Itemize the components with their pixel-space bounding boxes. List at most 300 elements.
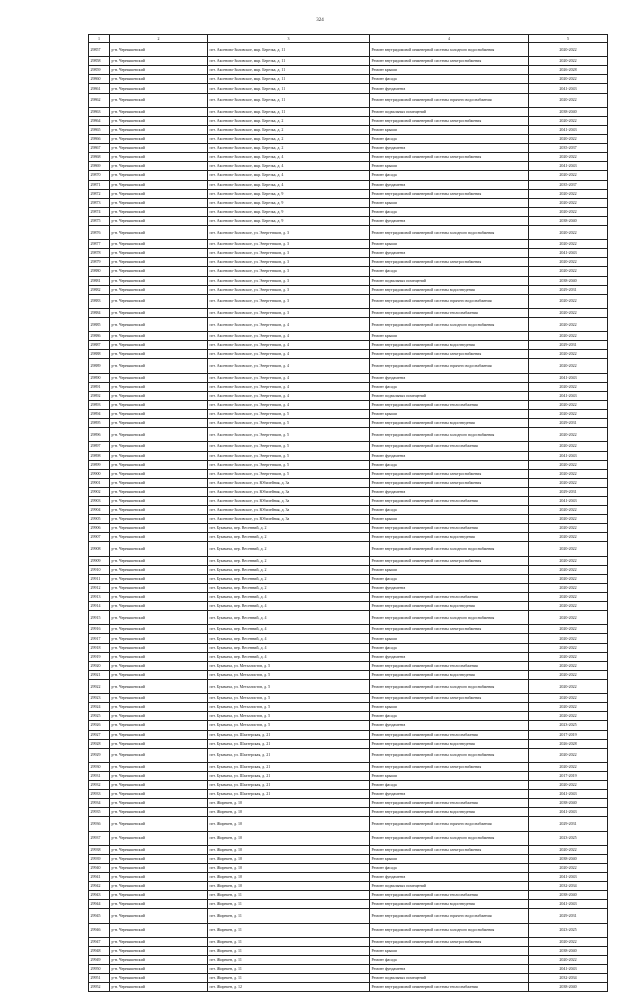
- row-number-cell: 29868: [89, 153, 110, 162]
- period-cell: 2020-2022: [529, 602, 608, 611]
- work-type-cell: Ремонт внутридомовой инженерной системы электроснабжения: [370, 937, 529, 946]
- table-row: [89, 721, 608, 730]
- work-type-cell: Ремонт крыши: [370, 515, 529, 524]
- table-row: [89, 496, 608, 505]
- work-type-cell: Ремонт внутридомовой инженерной системы теплоснабжения: [370, 442, 529, 451]
- work-type-cell: Ремонт крыши: [370, 240, 529, 249]
- row-number-cell: 29930: [89, 762, 110, 771]
- district-cell: р-н. Чернышевский: [110, 341, 208, 350]
- work-type-cell: Ремонт фасада: [370, 207, 529, 216]
- period-cell: 2020-2022: [529, 93, 608, 107]
- address-cell: пгт. Аксеново-Зиловское, ул. Энергетиков, д. 5: [208, 460, 370, 469]
- address-cell: пгт. Жирекен, д. 10: [208, 873, 370, 882]
- row-number-cell: 29907: [89, 533, 110, 542]
- table-row: [89, 341, 608, 350]
- row-number-cell: 29895: [89, 419, 110, 428]
- district-cell: р-н. Чернышевский: [110, 983, 208, 992]
- table-body: [89, 43, 608, 992]
- address-cell: пгт. Аксеново-Зиловское, ул. Юбилейная, д. 3а: [208, 478, 370, 487]
- district-cell: р-н. Чернышевский: [110, 891, 208, 900]
- row-number-cell: 29928: [89, 739, 110, 748]
- district-cell: р-н. Чернышевский: [110, 153, 208, 162]
- row-number-cell: 29859: [89, 66, 110, 75]
- work-type-cell: Ремонт крыши: [370, 854, 529, 863]
- period-cell: 2020-2022: [529, 469, 608, 478]
- address-cell: пгт. Жирекен, д. 12: [208, 983, 370, 992]
- period-cell: 2032-2034: [529, 882, 608, 891]
- work-type-cell: Ремонт фасада: [370, 864, 529, 873]
- work-type-cell: Ремонт фасада: [370, 712, 529, 721]
- district-cell: р-н. Чернышевский: [110, 240, 208, 249]
- work-type-cell: Ремонт внутридомовой инженерной системы теплоснабжения: [370, 661, 529, 670]
- table-row: [89, 171, 608, 180]
- period-cell: 2020-2022: [529, 225, 608, 239]
- address-cell: пгт. Аксеново-Зиловское, ул. Энергетиков, д. 3: [208, 225, 370, 239]
- row-number-cell: 29919: [89, 652, 110, 661]
- district-cell: р-н. Чернышевский: [110, 276, 208, 285]
- row-number-cell: 29867: [89, 144, 110, 153]
- period-cell: 2020-2022: [529, 574, 608, 583]
- period-cell: 2029-2031: [529, 817, 608, 831]
- work-type-cell: Ремонт внутридомовой инженерной системы холодного водоснабжения: [370, 748, 529, 762]
- address-cell: пгт. Букачача, пер. Весенний, д. 4: [208, 602, 370, 611]
- district-cell: р-н. Чернышевский: [110, 781, 208, 790]
- table-row: [89, 808, 608, 817]
- period-cell: 2041-2043: [529, 125, 608, 134]
- address-cell: пгт. Аксеново-Зиловское, мкр. Березка, д. 2: [208, 135, 370, 144]
- period-cell: 2038-2040: [529, 276, 608, 285]
- period-cell: 2020-2022: [529, 189, 608, 198]
- row-number-cell: 29874: [89, 207, 110, 216]
- district-cell: р-н. Чернышевский: [110, 625, 208, 634]
- work-type-cell: Ремонт фундамента: [370, 721, 529, 730]
- table-row: [89, 84, 608, 93]
- address-cell: пгт. Букачача, пер. Весенний, д. 4: [208, 625, 370, 634]
- work-type-cell: Ремонт внутридомовой инженерной системы водоотведения: [370, 419, 529, 428]
- period-cell: 2020-2022: [529, 661, 608, 670]
- period-cell: 2035-2037: [529, 144, 608, 153]
- work-type-cell: Ремонт внутридомовой инженерной системы водоотведения: [370, 533, 529, 542]
- address-cell: пгт. Букачача, ул. Металлистов, д. 5: [208, 670, 370, 679]
- period-cell: 2020-2022: [529, 748, 608, 762]
- table-row: [89, 308, 608, 317]
- address-cell: пгт. Жирекен, д. 10: [208, 799, 370, 808]
- district-cell: р-н. Чернышевский: [110, 634, 208, 643]
- address-cell: пгт. Букачача, пер. Весенний, д. 2: [208, 524, 370, 533]
- row-number-cell: 29898: [89, 451, 110, 460]
- table-row: [89, 359, 608, 373]
- period-cell: 2020-2022: [529, 583, 608, 592]
- row-number-cell: 29927: [89, 730, 110, 739]
- district-cell: р-н. Чернышевский: [110, 267, 208, 276]
- address-cell: пгт. Аксеново-Зиловское, ул. Энергетиков, д. 5: [208, 451, 370, 460]
- period-cell: 2029-2031: [529, 341, 608, 350]
- row-number-cell: 29900: [89, 469, 110, 478]
- row-number-cell: 29864: [89, 116, 110, 125]
- row-number-cell: 29862: [89, 93, 110, 107]
- work-type-cell: Ремонт фундамента: [370, 790, 529, 799]
- period-cell: 2020-2022: [529, 75, 608, 84]
- address-cell: пгт. Аксеново-Зиловское, мкр. Березка, д. 4: [208, 180, 370, 189]
- table-row: [89, 515, 608, 524]
- row-number-cell: 29860: [89, 75, 110, 84]
- period-cell: 2023-2025: [529, 721, 608, 730]
- district-cell: р-н. Чернышевский: [110, 703, 208, 712]
- row-number-cell: 29940: [89, 864, 110, 873]
- address-cell: пгт. Аксеново-Зиловское, ул. Энергетиков, д. 4: [208, 382, 370, 391]
- table-row: [89, 249, 608, 258]
- work-type-cell: Ремонт внутридомовой инженерной системы электроснабжения: [370, 258, 529, 267]
- period-cell: 2035-2037: [529, 180, 608, 189]
- address-cell: пгт. Букачача, пер. Весенний, д. 2: [208, 583, 370, 592]
- row-number-cell: 29947: [89, 937, 110, 946]
- district-cell: р-н. Чернышевский: [110, 611, 208, 625]
- period-cell: 2041-2043: [529, 873, 608, 882]
- row-number-cell: 29902: [89, 487, 110, 496]
- district-cell: р-н. Чернышевский: [110, 66, 208, 75]
- period-cell: 2020-2022: [529, 937, 608, 946]
- work-type-cell: Ремонт внутридомовой инженерной системы водоотведения: [370, 341, 529, 350]
- work-type-cell: Ремонт внутридомовой инженерной системы теплоснабжения: [370, 730, 529, 739]
- table-row: [89, 332, 608, 341]
- district-cell: р-н. Чернышевский: [110, 739, 208, 748]
- table-row: [89, 373, 608, 382]
- table-row: [89, 267, 608, 276]
- row-number-cell: 29913: [89, 593, 110, 602]
- table-row: [89, 478, 608, 487]
- table-row: [89, 909, 608, 923]
- column-header: 5: [529, 35, 608, 43]
- table-row: [89, 400, 608, 409]
- address-cell: пгт. Букачача, пер. Весенний, д. 4: [208, 652, 370, 661]
- district-cell: р-н. Чернышевский: [110, 909, 208, 923]
- address-cell: пгт. Букачача, ул. Металлистов, д. 5: [208, 712, 370, 721]
- district-cell: р-н. Чернышевский: [110, 451, 208, 460]
- period-cell: 2020-2022: [529, 267, 608, 276]
- row-number-cell: 29925: [89, 712, 110, 721]
- address-cell: пгт. Жирекен, д. 10: [208, 845, 370, 854]
- table-row: [89, 845, 608, 854]
- district-cell: р-н. Чернышевский: [110, 831, 208, 845]
- row-number-cell: 29857: [89, 43, 110, 57]
- district-cell: р-н. Чернышевский: [110, 873, 208, 882]
- period-cell: 2020-2022: [529, 478, 608, 487]
- page-number: 324: [316, 18, 324, 23]
- table-row: [89, 350, 608, 359]
- row-number-cell: 29863: [89, 107, 110, 116]
- district-cell: р-н. Чернышевский: [110, 974, 208, 983]
- address-cell: пгт. Букачача, ул. Шахтерская, д. 21: [208, 739, 370, 748]
- period-cell: 2041-2043: [529, 391, 608, 400]
- period-cell: 2020-2022: [529, 643, 608, 652]
- row-number-cell: 29886: [89, 332, 110, 341]
- district-cell: р-н. Чернышевский: [110, 923, 208, 937]
- district-cell: р-н. Чернышевский: [110, 900, 208, 909]
- table-row: [89, 611, 608, 625]
- row-number-cell: 29882: [89, 285, 110, 294]
- district-cell: р-н. Чернышевский: [110, 469, 208, 478]
- period-cell: 2020-2022: [529, 762, 608, 771]
- district-cell: р-н. Чернышевский: [110, 799, 208, 808]
- table-row: [89, 625, 608, 634]
- period-cell: 2020-2022: [529, 318, 608, 332]
- period-cell: 2020-2022: [529, 308, 608, 317]
- row-number-cell: 29904: [89, 506, 110, 515]
- work-type-cell: Ремонт внутридомовой инженерной системы водоотведения: [370, 285, 529, 294]
- work-type-cell: Ремонт внутридомовой инженерной системы электроснабжения: [370, 625, 529, 634]
- district-cell: р-н. Чернышевский: [110, 762, 208, 771]
- district-cell: р-н. Чернышевский: [110, 428, 208, 442]
- district-cell: р-н. Чернышевский: [110, 721, 208, 730]
- work-type-cell: Ремонт фундамента: [370, 216, 529, 225]
- district-cell: р-н. Чернышевский: [110, 460, 208, 469]
- period-cell: 2020-2022: [529, 332, 608, 341]
- district-cell: р-н. Чернышевский: [110, 854, 208, 863]
- row-number-cell: 29931: [89, 771, 110, 780]
- period-cell: 2020-2022: [529, 515, 608, 524]
- table-row: [89, 864, 608, 873]
- district-cell: р-н. Чернышевский: [110, 946, 208, 955]
- period-cell: 2020-2022: [529, 207, 608, 216]
- district-cell: р-н. Чернышевский: [110, 162, 208, 171]
- district-cell: р-н. Чернышевский: [110, 679, 208, 693]
- district-cell: р-н. Чернышевский: [110, 350, 208, 359]
- work-type-cell: Ремонт фасада: [370, 75, 529, 84]
- table-row: [89, 285, 608, 294]
- district-cell: р-н. Чернышевский: [110, 574, 208, 583]
- work-type-cell: Ремонт подвальных помещений: [370, 391, 529, 400]
- row-number-cell: 29897: [89, 442, 110, 451]
- district-cell: р-н. Чернышевский: [110, 400, 208, 409]
- district-cell: р-н. Чернышевский: [110, 652, 208, 661]
- row-number-cell: 29901: [89, 478, 110, 487]
- address-cell: пгт. Букачача, ул. Металлистов, д. 5: [208, 661, 370, 670]
- table-row: [89, 574, 608, 583]
- address-cell: пгт. Жирекен, д. 11: [208, 891, 370, 900]
- table-row: [89, 583, 608, 592]
- row-number-cell: 29912: [89, 583, 110, 592]
- row-number-cell: 29914: [89, 602, 110, 611]
- table-row: [89, 66, 608, 75]
- row-number-cell: 29941: [89, 873, 110, 882]
- address-cell: пгт. Аксеново-Зиловское, ул. Энергетиков, д. 4: [208, 373, 370, 382]
- work-type-cell: Ремонт внутридомовой инженерной системы холодного водоснабжения: [370, 611, 529, 625]
- period-cell: 2038-2040: [529, 891, 608, 900]
- address-cell: пгт. Аксеново-Зиловское, ул. Энергетиков, д. 3: [208, 294, 370, 308]
- district-cell: р-н. Чернышевский: [110, 207, 208, 216]
- table-row: [89, 107, 608, 116]
- table-row: [89, 873, 608, 882]
- period-cell: 2020-2022: [529, 400, 608, 409]
- address-cell: пгт. Аксеново-Зиловское, ул. Энергетиков, д. 4: [208, 318, 370, 332]
- work-type-cell: Ремонт крыши: [370, 703, 529, 712]
- row-number-cell: 29876: [89, 225, 110, 239]
- period-cell: 2020-2022: [529, 43, 608, 57]
- district-cell: р-н. Чернышевский: [110, 817, 208, 831]
- work-type-cell: Ремонт внутридомовой инженерной системы теплоснабжения: [370, 799, 529, 808]
- period-cell: 2026-2028: [529, 739, 608, 748]
- address-cell: пгт. Аксеново-Зиловское, мкр. Березка, д. 2: [208, 116, 370, 125]
- row-number-cell: 29943: [89, 891, 110, 900]
- row-number-cell: 29909: [89, 556, 110, 565]
- address-cell: пгт. Аксеново-Зиловское, мкр. Березка, д. 11: [208, 66, 370, 75]
- work-type-cell: Ремонт внутридомовой инженерной системы электроснабжения: [370, 350, 529, 359]
- work-type-cell: Ремонт фундамента: [370, 249, 529, 258]
- work-type-cell: Ремонт крыши: [370, 162, 529, 171]
- address-cell: пгт. Букачача, ул. Шахтерская, д. 21: [208, 781, 370, 790]
- table-row: [89, 216, 608, 225]
- row-number-cell: 29946: [89, 923, 110, 937]
- row-number-cell: 29879: [89, 258, 110, 267]
- period-cell: 2020-2022: [529, 135, 608, 144]
- row-number-cell: 29891: [89, 382, 110, 391]
- table-row: [89, 946, 608, 955]
- row-number-cell: 29949: [89, 956, 110, 965]
- table-row: [89, 153, 608, 162]
- row-number-cell: 29871: [89, 180, 110, 189]
- period-cell: 2020-2022: [529, 116, 608, 125]
- table-row: [89, 43, 608, 57]
- address-cell: пгт. Букачача, пер. Весенний, д. 2: [208, 542, 370, 556]
- row-number-cell: 29935: [89, 808, 110, 817]
- table-row: [89, 923, 608, 937]
- period-cell: 2020-2022: [529, 542, 608, 556]
- row-number-cell: 29926: [89, 721, 110, 730]
- district-cell: р-н. Чернышевский: [110, 391, 208, 400]
- period-cell: 2038-2040: [529, 946, 608, 955]
- work-type-cell: Ремонт внутридомовой инженерной системы водоотведения: [370, 900, 529, 909]
- row-number-cell: 29872: [89, 189, 110, 198]
- row-number-cell: 29920: [89, 661, 110, 670]
- address-cell: пгт. Аксеново-Зиловское, мкр. Березка, д. 4: [208, 162, 370, 171]
- table-row: [89, 643, 608, 652]
- district-cell: р-н. Чернышевский: [110, 956, 208, 965]
- address-cell: пгт. Аксеново-Зиловское, ул. Энергетиков, д. 5: [208, 442, 370, 451]
- district-cell: р-н. Чернышевский: [110, 419, 208, 428]
- work-type-cell: Ремонт внутридомовой инженерной системы теплоснабжения: [370, 308, 529, 317]
- work-type-cell: Ремонт фундамента: [370, 373, 529, 382]
- work-type-cell: Ремонт фундамента: [370, 652, 529, 661]
- district-cell: р-н. Чернышевский: [110, 180, 208, 189]
- district-cell: р-н. Чернышевский: [110, 487, 208, 496]
- period-cell: 2029-2031: [529, 419, 608, 428]
- table-row: [89, 506, 608, 515]
- district-cell: р-н. Чернышевский: [110, 125, 208, 134]
- work-type-cell: Ремонт внутридомовой инженерной системы холодного водоснабжения: [370, 679, 529, 693]
- row-number-cell: 29936: [89, 817, 110, 831]
- table-row: [89, 451, 608, 460]
- work-type-cell: Ремонт фасада: [370, 171, 529, 180]
- table-row: [89, 487, 608, 496]
- row-number-cell: 29939: [89, 854, 110, 863]
- district-cell: р-н. Чернышевский: [110, 308, 208, 317]
- period-cell: 2038-2040: [529, 983, 608, 992]
- period-cell: 2023-2025: [529, 831, 608, 845]
- row-number-cell: 29880: [89, 267, 110, 276]
- table-row: [89, 294, 608, 308]
- period-cell: 2020-2022: [529, 506, 608, 515]
- address-cell: пгт. Жирекен, д. 11: [208, 909, 370, 923]
- period-cell: 2020-2022: [529, 442, 608, 451]
- row-number-cell: 29885: [89, 318, 110, 332]
- address-cell: пгт. Аксеново-Зиловское, ул. Энергетиков, д. 4: [208, 391, 370, 400]
- row-number-cell: 29899: [89, 460, 110, 469]
- row-number-cell: 29875: [89, 216, 110, 225]
- work-type-cell: Ремонт внутридомовой инженерной системы теплоснабжения: [370, 891, 529, 900]
- district-cell: р-н. Чернышевский: [110, 593, 208, 602]
- address-cell: пгт. Аксеново-Зиловское, мкр. Березка, д. 9: [208, 216, 370, 225]
- district-cell: р-н. Чернышевский: [110, 506, 208, 515]
- address-cell: пгт. Жирекен, д. 10: [208, 854, 370, 863]
- work-type-cell: Ремонт внутридомовой инженерной системы горячего водоснабжения: [370, 359, 529, 373]
- address-cell: пгт. Аксеново-Зиловское, мкр. Березка, д. 4: [208, 171, 370, 180]
- work-type-cell: Ремонт крыши: [370, 332, 529, 341]
- table-row: [89, 956, 608, 965]
- address-cell: пгт. Аксеново-Зиловское, ул. Энергетиков, д. 3: [208, 285, 370, 294]
- work-type-cell: Ремонт крыши: [370, 946, 529, 955]
- period-cell: 2041-2043: [529, 496, 608, 505]
- period-cell: 2020-2022: [529, 57, 608, 66]
- row-number-cell: 29870: [89, 171, 110, 180]
- table-row: [89, 781, 608, 790]
- address-cell: пгт. Аксеново-Зиловское, мкр. Березка, д. 11: [208, 75, 370, 84]
- period-cell: 2020-2022: [529, 258, 608, 267]
- address-cell: пгт. Аксеново-Зиловское, ул. Энергетиков, д. 3: [208, 249, 370, 258]
- table-row: [89, 670, 608, 679]
- address-cell: пгт. Букачача, пер. Весенний, д. 2: [208, 565, 370, 574]
- period-cell: 2020-2022: [529, 198, 608, 207]
- table-row: [89, 93, 608, 107]
- work-type-cell: Ремонт внутридомовой инженерной системы холодного водоснабжения: [370, 318, 529, 332]
- work-type-cell: Ремонт фундамента: [370, 583, 529, 592]
- row-number-cell: 29942: [89, 882, 110, 891]
- row-number-cell: 29908: [89, 542, 110, 556]
- period-cell: 2029-2031: [529, 487, 608, 496]
- district-cell: р-н. Чернышевский: [110, 661, 208, 670]
- table-row: [89, 428, 608, 442]
- work-type-cell: Ремонт внутридомовой инженерной системы холодного водоснабжения: [370, 43, 529, 57]
- district-cell: р-н. Чернышевский: [110, 845, 208, 854]
- work-type-cell: Ремонт фасада: [370, 781, 529, 790]
- address-cell: пгт. Жирекен, д. 11: [208, 946, 370, 955]
- table-row: [89, 189, 608, 198]
- work-type-cell: Ремонт внутридомовой инженерной системы холодного водоснабжения: [370, 542, 529, 556]
- period-cell: 2020-2022: [529, 679, 608, 693]
- work-type-cell: Ремонт фасада: [370, 135, 529, 144]
- address-cell: пгт. Аксеново-Зиловское, ул. Юбилейная, д. 3а: [208, 496, 370, 505]
- district-cell: р-н. Чернышевский: [110, 533, 208, 542]
- work-type-cell: Ремонт фундамента: [370, 487, 529, 496]
- address-cell: пгт. Аксеново-Зиловское, ул. Юбилейная, д. 3а: [208, 506, 370, 515]
- period-cell: 2041-2043: [529, 808, 608, 817]
- district-cell: р-н. Чернышевский: [110, 771, 208, 780]
- row-number-cell: 29910: [89, 565, 110, 574]
- table-row: [89, 542, 608, 556]
- table-row: [89, 258, 608, 267]
- address-cell: пгт. Жирекен, д. 11: [208, 923, 370, 937]
- address-cell: пгт. Аксеново-Зиловское, ул. Энергетиков, д. 3: [208, 267, 370, 276]
- district-cell: р-н. Чернышевский: [110, 225, 208, 239]
- row-number-cell: 29865: [89, 125, 110, 134]
- address-cell: пгт. Жирекен, д. 10: [208, 808, 370, 817]
- table-row: [89, 419, 608, 428]
- column-header: 1: [89, 35, 110, 43]
- period-cell: 2020-2022: [529, 294, 608, 308]
- table-row: [89, 694, 608, 703]
- address-cell: пгт. Букачача, пер. Весенний, д. 2: [208, 556, 370, 565]
- address-cell: пгт. Жирекен, д. 10: [208, 831, 370, 845]
- row-number-cell: 29923: [89, 694, 110, 703]
